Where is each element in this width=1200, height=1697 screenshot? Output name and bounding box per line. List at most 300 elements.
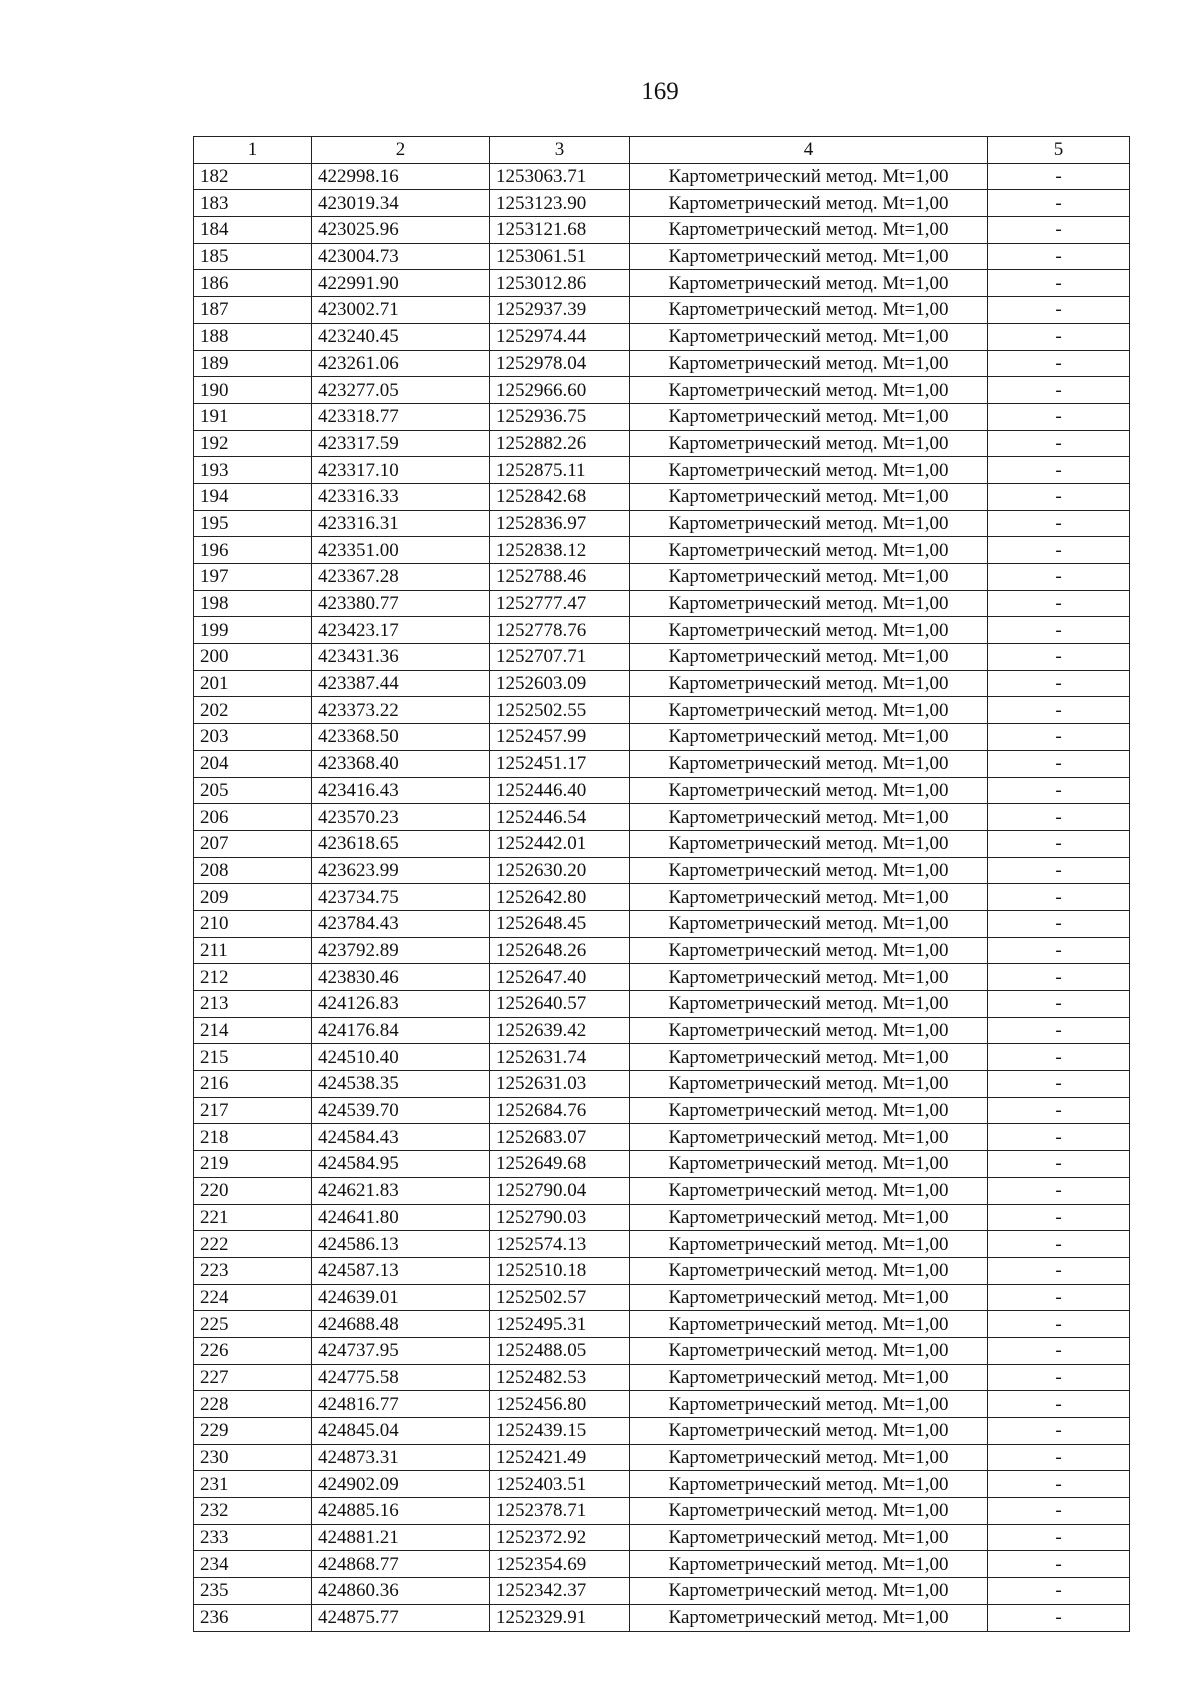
method-description-cell: Картометрический метод. Mt=1,00 [630, 1337, 988, 1364]
method-description-cell: Картометрический метод. Mt=1,00 [630, 350, 988, 377]
x-coordinate-cell: 423423.17 [312, 617, 490, 644]
x-coordinate-cell: 423784.43 [312, 910, 490, 937]
x-coordinate-cell: 424737.95 [312, 1337, 490, 1364]
method-description-cell: Картометрический метод. Mt=1,00 [630, 644, 988, 671]
method-description-cell: Картометрический метод. Mt=1,00 [630, 1071, 988, 1098]
x-coordinate-cell: 424586.13 [312, 1231, 490, 1258]
table-row [194, 1471, 1130, 1498]
point-number-cell: 206 [194, 804, 312, 831]
y-coordinate-cell: 1252451.17 [490, 750, 630, 777]
x-coordinate-cell: 423277.05 [312, 377, 490, 404]
table-row [194, 1444, 1130, 1471]
x-coordinate-cell: 424587.13 [312, 1257, 490, 1284]
table-row [194, 510, 1130, 537]
x-coordinate-cell: 423368.40 [312, 750, 490, 777]
x-coordinate-cell: 424641.80 [312, 1204, 490, 1231]
x-coordinate-cell: 423373.22 [312, 697, 490, 724]
table-row [194, 670, 1130, 697]
table-row [194, 1524, 1130, 1551]
method-description-cell: Картометрический метод. Mt=1,00 [630, 1471, 988, 1498]
point-number-cell: 199 [194, 617, 312, 644]
note-cell: - [988, 777, 1130, 804]
y-coordinate-cell: 1252647.40 [490, 964, 630, 991]
method-description-cell: Картометрический метод. Mt=1,00 [630, 564, 988, 591]
note-cell: - [988, 1337, 1130, 1364]
point-number-cell: 185 [194, 243, 312, 270]
table-row [194, 1391, 1130, 1418]
y-coordinate-cell: 1252882.26 [490, 430, 630, 457]
y-coordinate-cell: 1252788.46 [490, 564, 630, 591]
point-number-cell: 225 [194, 1311, 312, 1338]
table-row [194, 350, 1130, 377]
x-coordinate-cell: 422991.90 [312, 270, 490, 297]
method-description-cell: Картометрический метод. Mt=1,00 [630, 1444, 988, 1471]
x-coordinate-cell: 423317.10 [312, 457, 490, 484]
table-row [194, 483, 1130, 510]
column-header-5: 5 [988, 137, 1130, 164]
table-row [194, 1364, 1130, 1391]
x-coordinate-cell: 424539.70 [312, 1097, 490, 1124]
point-number-cell: 212 [194, 964, 312, 991]
method-description-cell: Картометрический метод. Mt=1,00 [630, 964, 988, 991]
table-row [194, 1257, 1130, 1284]
y-coordinate-cell: 1252631.03 [490, 1071, 630, 1098]
y-coordinate-cell: 1252937.39 [490, 297, 630, 324]
x-coordinate-cell: 424584.95 [312, 1151, 490, 1178]
table-row [194, 830, 1130, 857]
point-number-cell: 218 [194, 1124, 312, 1151]
point-number-cell: 208 [194, 857, 312, 884]
table-row [194, 1231, 1130, 1258]
x-coordinate-cell: 423830.46 [312, 964, 490, 991]
table-row [194, 1071, 1130, 1098]
point-number-cell: 216 [194, 1071, 312, 1098]
y-coordinate-cell: 1252649.68 [490, 1151, 630, 1178]
method-description-cell: Картометрический метод. Mt=1,00 [630, 1524, 988, 1551]
column-header-3: 3 [490, 137, 630, 164]
note-cell: - [988, 724, 1130, 751]
note-cell: - [988, 430, 1130, 457]
method-description-cell: Картометрический метод. Mt=1,00 [630, 297, 988, 324]
table-row [194, 937, 1130, 964]
x-coordinate-cell: 423367.28 [312, 564, 490, 591]
point-number-cell: 200 [194, 644, 312, 671]
table-row [194, 697, 1130, 724]
point-number-cell: 186 [194, 270, 312, 297]
y-coordinate-cell: 1252936.75 [490, 403, 630, 430]
table-row [194, 403, 1130, 430]
method-description-cell: Картометрический метод. Mt=1,00 [630, 270, 988, 297]
method-description-cell: Картометрический метод. Mt=1,00 [630, 750, 988, 777]
y-coordinate-cell: 1252372.92 [490, 1524, 630, 1551]
table-row [194, 190, 1130, 217]
y-coordinate-cell: 1252842.68 [490, 483, 630, 510]
y-coordinate-cell: 1252502.55 [490, 697, 630, 724]
point-number-cell: 233 [194, 1524, 312, 1551]
point-number-cell: 201 [194, 670, 312, 697]
x-coordinate-cell: 422998.16 [312, 163, 490, 190]
point-number-cell: 197 [194, 564, 312, 591]
x-coordinate-cell: 424845.04 [312, 1418, 490, 1445]
y-coordinate-cell: 1252510.18 [490, 1257, 630, 1284]
note-cell: - [988, 884, 1130, 911]
note-cell: - [988, 323, 1130, 350]
table-row [194, 323, 1130, 350]
x-coordinate-cell: 424860.36 [312, 1578, 490, 1605]
table-row [194, 910, 1130, 937]
note-cell: - [988, 590, 1130, 617]
note-cell: - [988, 1444, 1130, 1471]
point-number-cell: 204 [194, 750, 312, 777]
table-row [194, 1604, 1130, 1631]
method-description-cell: Картометрический метод. Mt=1,00 [630, 1017, 988, 1044]
note-cell: - [988, 1604, 1130, 1631]
table-row [194, 243, 1130, 270]
y-coordinate-cell: 1252648.45 [490, 910, 630, 937]
point-number-cell: 232 [194, 1498, 312, 1525]
x-coordinate-cell: 424881.21 [312, 1524, 490, 1551]
table-row [194, 430, 1130, 457]
method-description-cell: Картометрический метод. Mt=1,00 [630, 1124, 988, 1151]
note-cell: - [988, 1471, 1130, 1498]
note-cell: - [988, 297, 1130, 324]
y-coordinate-cell: 1252488.05 [490, 1337, 630, 1364]
y-coordinate-cell: 1252342.37 [490, 1578, 630, 1605]
point-number-cell: 231 [194, 1471, 312, 1498]
method-description-cell: Картометрический метод. Mt=1,00 [630, 217, 988, 244]
table-row [194, 217, 1130, 244]
note-cell: - [988, 697, 1130, 724]
x-coordinate-cell: 423618.65 [312, 830, 490, 857]
table-row [194, 163, 1130, 190]
point-number-cell: 226 [194, 1337, 312, 1364]
table-row [194, 1284, 1130, 1311]
y-coordinate-cell: 1253012.86 [490, 270, 630, 297]
table-row [194, 377, 1130, 404]
x-coordinate-cell: 424875.77 [312, 1604, 490, 1631]
y-coordinate-cell: 1252875.11 [490, 457, 630, 484]
method-description-cell: Картометрический метод. Mt=1,00 [630, 1151, 988, 1178]
note-cell: - [988, 350, 1130, 377]
point-number-cell: 223 [194, 1257, 312, 1284]
x-coordinate-cell: 423019.34 [312, 190, 490, 217]
note-cell: - [988, 857, 1130, 884]
point-number-cell: 191 [194, 403, 312, 430]
point-number-cell: 222 [194, 1231, 312, 1258]
y-coordinate-cell: 1252778.76 [490, 617, 630, 644]
table-row [194, 537, 1130, 564]
x-coordinate-cell: 424538.35 [312, 1071, 490, 1098]
note-cell: - [988, 457, 1130, 484]
method-description-cell: Картометрический метод. Mt=1,00 [630, 1257, 988, 1284]
method-description-cell: Картометрический метод. Mt=1,00 [630, 243, 988, 270]
method-description-cell: Картометрический метод. Mt=1,00 [630, 590, 988, 617]
coordinates-table [193, 136, 1130, 1632]
table-row [194, 964, 1130, 991]
table-row [194, 750, 1130, 777]
x-coordinate-cell: 423240.45 [312, 323, 490, 350]
note-cell: - [988, 1097, 1130, 1124]
point-number-cell: 220 [194, 1177, 312, 1204]
x-coordinate-cell: 423002.71 [312, 297, 490, 324]
note-cell: - [988, 910, 1130, 937]
table-row [194, 991, 1130, 1018]
point-number-cell: 235 [194, 1578, 312, 1605]
point-number-cell: 189 [194, 350, 312, 377]
table-row [194, 564, 1130, 591]
note-cell: - [988, 510, 1130, 537]
y-coordinate-cell: 1252457.99 [490, 724, 630, 751]
x-coordinate-cell: 423734.75 [312, 884, 490, 911]
note-cell: - [988, 1418, 1130, 1445]
x-coordinate-cell: 424584.43 [312, 1124, 490, 1151]
point-number-cell: 215 [194, 1044, 312, 1071]
table-row [194, 1578, 1130, 1605]
method-description-cell: Картометрический метод. Mt=1,00 [630, 1311, 988, 1338]
x-coordinate-cell: 423316.33 [312, 483, 490, 510]
table-row [194, 1177, 1130, 1204]
table-row [194, 590, 1130, 617]
note-cell: - [988, 644, 1130, 671]
x-coordinate-cell: 423387.44 [312, 670, 490, 697]
y-coordinate-cell: 1252354.69 [490, 1551, 630, 1578]
point-number-cell: 229 [194, 1418, 312, 1445]
y-coordinate-cell: 1252966.60 [490, 377, 630, 404]
note-cell: - [988, 270, 1130, 297]
note-cell: - [988, 1231, 1130, 1258]
x-coordinate-cell: 424816.77 [312, 1391, 490, 1418]
column-header-4: 4 [630, 137, 988, 164]
note-cell: - [988, 830, 1130, 857]
point-number-cell: 209 [194, 884, 312, 911]
table-row [194, 1204, 1130, 1231]
table-row [194, 1097, 1130, 1124]
x-coordinate-cell: 424510.40 [312, 1044, 490, 1071]
y-coordinate-cell: 1252378.71 [490, 1498, 630, 1525]
page-number: 169 [641, 78, 679, 105]
table-row [194, 617, 1130, 644]
table-body [194, 163, 1130, 1631]
point-number-cell: 184 [194, 217, 312, 244]
y-coordinate-cell: 1252974.44 [490, 323, 630, 350]
y-coordinate-cell: 1253121.68 [490, 217, 630, 244]
point-number-cell: 213 [194, 991, 312, 1018]
note-cell: - [988, 1124, 1130, 1151]
note-cell: - [988, 1311, 1130, 1338]
note-cell: - [988, 190, 1130, 217]
table-row [194, 457, 1130, 484]
note-cell: - [988, 1177, 1130, 1204]
note-cell: - [988, 1044, 1130, 1071]
table-row [194, 857, 1130, 884]
x-coordinate-cell: 424873.31 [312, 1444, 490, 1471]
note-cell: - [988, 163, 1130, 190]
method-description-cell: Картометрический метод. Mt=1,00 [630, 991, 988, 1018]
point-number-cell: 224 [194, 1284, 312, 1311]
method-description-cell: Картометрический метод. Mt=1,00 [630, 1578, 988, 1605]
y-coordinate-cell: 1252838.12 [490, 537, 630, 564]
note-cell: - [988, 991, 1130, 1018]
method-description-cell: Картометрический метод. Mt=1,00 [630, 830, 988, 857]
table-row [194, 884, 1130, 911]
note-cell: - [988, 1524, 1130, 1551]
note-cell: - [988, 1204, 1130, 1231]
point-number-cell: 194 [194, 483, 312, 510]
y-coordinate-cell: 1253123.90 [490, 190, 630, 217]
y-coordinate-cell: 1252446.54 [490, 804, 630, 831]
point-number-cell: 228 [194, 1391, 312, 1418]
table-row [194, 724, 1130, 751]
y-coordinate-cell: 1252639.42 [490, 1017, 630, 1044]
y-coordinate-cell: 1252482.53 [490, 1364, 630, 1391]
point-number-cell: 205 [194, 777, 312, 804]
point-number-cell: 187 [194, 297, 312, 324]
x-coordinate-cell: 423431.36 [312, 644, 490, 671]
table-row [194, 297, 1130, 324]
point-number-cell: 214 [194, 1017, 312, 1044]
y-coordinate-cell: 1252329.91 [490, 1604, 630, 1631]
method-description-cell: Картометрический метод. Mt=1,00 [630, 1391, 988, 1418]
table-row [194, 1044, 1130, 1071]
x-coordinate-cell: 423368.50 [312, 724, 490, 751]
table-row [194, 804, 1130, 831]
y-coordinate-cell: 1252790.03 [490, 1204, 630, 1231]
x-coordinate-cell: 424126.83 [312, 991, 490, 1018]
method-description-cell: Картометрический метод. Mt=1,00 [630, 910, 988, 937]
note-cell: - [988, 1071, 1130, 1098]
y-coordinate-cell: 1252836.97 [490, 510, 630, 537]
x-coordinate-cell: 423792.89 [312, 937, 490, 964]
note-cell: - [988, 1551, 1130, 1578]
x-coordinate-cell: 423261.06 [312, 350, 490, 377]
method-description-cell: Картометрический метод. Mt=1,00 [630, 377, 988, 404]
method-description-cell: Картометрический метод. Mt=1,00 [630, 1418, 988, 1445]
y-coordinate-cell: 1252603.09 [490, 670, 630, 697]
method-description-cell: Картометрический метод. Mt=1,00 [630, 457, 988, 484]
x-coordinate-cell: 423416.43 [312, 777, 490, 804]
table-row [194, 1418, 1130, 1445]
y-coordinate-cell: 1252684.76 [490, 1097, 630, 1124]
y-coordinate-cell: 1252574.13 [490, 1231, 630, 1258]
x-coordinate-cell: 424775.58 [312, 1364, 490, 1391]
method-description-cell: Картометрический метод. Mt=1,00 [630, 1364, 988, 1391]
point-number-cell: 211 [194, 937, 312, 964]
method-description-cell: Картометрический метод. Mt=1,00 [630, 1551, 988, 1578]
x-coordinate-cell: 424868.77 [312, 1551, 490, 1578]
note-cell: - [988, 1498, 1130, 1525]
note-cell: - [988, 217, 1130, 244]
point-number-cell: 234 [194, 1551, 312, 1578]
y-coordinate-cell: 1252790.04 [490, 1177, 630, 1204]
method-description-cell: Картометрический метод. Mt=1,00 [630, 857, 988, 884]
method-description-cell: Картометрический метод. Mt=1,00 [630, 1231, 988, 1258]
table-row [194, 1017, 1130, 1044]
y-coordinate-cell: 1252456.80 [490, 1391, 630, 1418]
column-header-1: 1 [194, 137, 312, 164]
point-number-cell: 188 [194, 323, 312, 350]
method-description-cell: Картометрический метод. Mt=1,00 [630, 1044, 988, 1071]
y-coordinate-cell: 1252648.26 [490, 937, 630, 964]
method-description-cell: Картометрический метод. Mt=1,00 [630, 884, 988, 911]
table-row [194, 1311, 1130, 1338]
table-row [194, 1498, 1130, 1525]
y-coordinate-cell: 1252403.51 [490, 1471, 630, 1498]
point-number-cell: 190 [194, 377, 312, 404]
x-coordinate-cell: 424885.16 [312, 1498, 490, 1525]
x-coordinate-cell: 424176.84 [312, 1017, 490, 1044]
note-cell: - [988, 243, 1130, 270]
point-number-cell: 219 [194, 1151, 312, 1178]
method-description-cell: Картометрический метод. Mt=1,00 [630, 617, 988, 644]
table-row [194, 1151, 1130, 1178]
x-coordinate-cell: 423570.23 [312, 804, 490, 831]
y-coordinate-cell: 1253061.51 [490, 243, 630, 270]
y-coordinate-cell: 1252978.04 [490, 350, 630, 377]
point-number-cell: 203 [194, 724, 312, 751]
table-row [194, 777, 1130, 804]
method-description-cell: Картометрический метод. Mt=1,00 [630, 163, 988, 190]
x-coordinate-cell: 423025.96 [312, 217, 490, 244]
method-description-cell: Картометрический метод. Mt=1,00 [630, 323, 988, 350]
method-description-cell: Картометрический метод. Mt=1,00 [630, 537, 988, 564]
method-description-cell: Картометрический метод. Mt=1,00 [630, 804, 988, 831]
note-cell: - [988, 964, 1130, 991]
point-number-cell: 207 [194, 830, 312, 857]
note-cell: - [988, 1151, 1130, 1178]
point-number-cell: 210 [194, 910, 312, 937]
point-number-cell: 198 [194, 590, 312, 617]
note-cell: - [988, 1364, 1130, 1391]
y-coordinate-cell: 1252642.80 [490, 884, 630, 911]
x-coordinate-cell: 423318.77 [312, 403, 490, 430]
point-number-cell: 202 [194, 697, 312, 724]
method-description-cell: Картометрический метод. Mt=1,00 [630, 1097, 988, 1124]
y-coordinate-cell: 1252442.01 [490, 830, 630, 857]
point-number-cell: 182 [194, 163, 312, 190]
point-number-cell: 196 [194, 537, 312, 564]
x-coordinate-cell: 423623.99 [312, 857, 490, 884]
table-row [194, 644, 1130, 671]
table-header-row [194, 137, 1130, 164]
x-coordinate-cell: 423351.00 [312, 537, 490, 564]
y-coordinate-cell: 1252439.15 [490, 1418, 630, 1445]
method-description-cell: Картометрический метод. Mt=1,00 [630, 724, 988, 751]
y-coordinate-cell: 1252707.71 [490, 644, 630, 671]
note-cell: - [988, 804, 1130, 831]
note-cell: - [988, 670, 1130, 697]
x-coordinate-cell: 424639.01 [312, 1284, 490, 1311]
x-coordinate-cell: 423317.59 [312, 430, 490, 457]
point-number-cell: 230 [194, 1444, 312, 1471]
note-cell: - [988, 537, 1130, 564]
method-description-cell: Картометрический метод. Mt=1,00 [630, 510, 988, 537]
note-cell: - [988, 377, 1130, 404]
point-number-cell: 183 [194, 190, 312, 217]
method-description-cell: Картометрический метод. Mt=1,00 [630, 1604, 988, 1631]
point-number-cell: 192 [194, 430, 312, 457]
note-cell: - [988, 483, 1130, 510]
table-row [194, 270, 1130, 297]
note-cell: - [988, 1391, 1130, 1418]
point-number-cell: 193 [194, 457, 312, 484]
method-description-cell: Картометрический метод. Mt=1,00 [630, 403, 988, 430]
method-description-cell: Картометрический метод. Mt=1,00 [630, 670, 988, 697]
y-coordinate-cell: 1253063.71 [490, 163, 630, 190]
y-coordinate-cell: 1252640.57 [490, 991, 630, 1018]
note-cell: - [988, 1257, 1130, 1284]
note-cell: - [988, 1017, 1130, 1044]
y-coordinate-cell: 1252630.20 [490, 857, 630, 884]
